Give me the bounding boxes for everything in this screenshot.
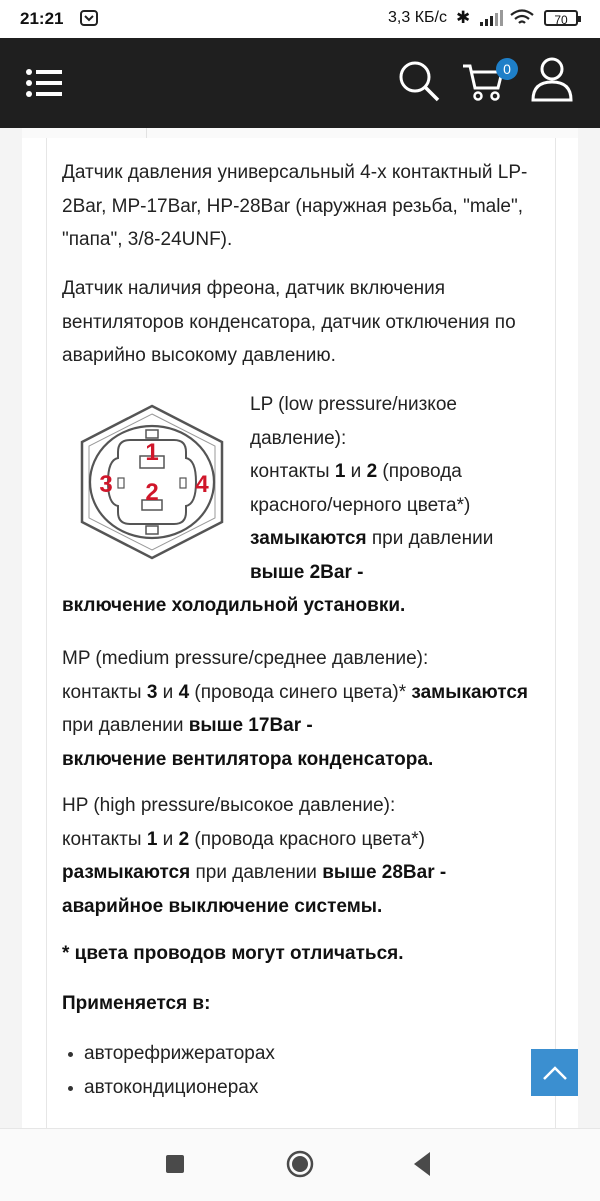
network-speed: 3,3 КБ/с <box>388 9 447 26</box>
hp-description: HP (high pressure/высокое давление): контакты 1 и 2 (провода красного цвета*) размыкаются при давлении выше 28Bar - аварийное выключение системы. <box>62 795 447 917</box>
notification-icon <box>80 10 98 26</box>
pin-label-2: 2 <box>145 479 159 506</box>
applications-list <box>62 1037 275 1104</box>
list-item: авторефрижераторах <box>62 1037 275 1071</box>
status-bar <box>0 0 600 38</box>
mp-description: MP (medium pressure/среднее давление): контакты 3 и 4 (провода синего цвета)* замыкаются при давлении выше 17Bar - включение вентилятора конденсатора. <box>62 648 529 770</box>
tab-divider <box>146 128 147 138</box>
search-icon[interactable] <box>398 60 440 102</box>
menu-icon[interactable] <box>26 68 62 98</box>
cart-count-badge[interactable]: 0 <box>496 58 518 80</box>
app-header <box>0 38 600 128</box>
list-item: автокондиционерах <box>62 1071 275 1105</box>
status-time: 21:21 <box>20 9 64 28</box>
user-icon[interactable] <box>530 56 574 102</box>
battery-icon: 70 <box>544 10 578 26</box>
sensor-connector-image <box>62 384 242 580</box>
intro-paragraph: Датчик давления универсальный 4-х контактный LP-2Bar, MP-17Bar, HP-28Bar (наружная резьба, "male", "папа", 3/8-24UNF). <box>62 162 528 250</box>
wifi-icon <box>510 9 534 27</box>
lp-description: LP (low pressure/низкое давление): контакты 1 и 2 (провода красного/черного цвета*) замыкаются при давлении выше 2Bar - <box>250 394 494 583</box>
system-nav-bar <box>0 1128 600 1201</box>
signal-icon <box>480 10 504 26</box>
pin-label-3: 3 <box>99 471 113 498</box>
page-margin-left <box>0 128 22 1128</box>
home-button[interactable] <box>286 1150 314 1178</box>
purpose-paragraph: Датчик наличия фреона, датчик включения вентиляторов конденсатора, датчик отключения по аварийно высокому давлению. <box>62 278 516 366</box>
chevron-up-icon <box>542 1065 568 1081</box>
pin-label-1: 1 <box>145 439 159 466</box>
pin-label-4: 4 <box>195 471 209 498</box>
tab-strip <box>22 128 578 138</box>
recent-apps-button[interactable] <box>166 1155 184 1173</box>
lp-result: включение холодильной установки. <box>62 595 406 616</box>
back-button[interactable] <box>412 1151 432 1177</box>
scroll-to-top-button[interactable] <box>531 1049 578 1096</box>
page-margin-right <box>578 128 600 1128</box>
wire-color-note: * цвета проводов могут отличаться. <box>62 943 404 964</box>
bluetooth-icon: ✱ <box>456 8 471 27</box>
applications-heading: Применяется в: <box>62 993 211 1014</box>
